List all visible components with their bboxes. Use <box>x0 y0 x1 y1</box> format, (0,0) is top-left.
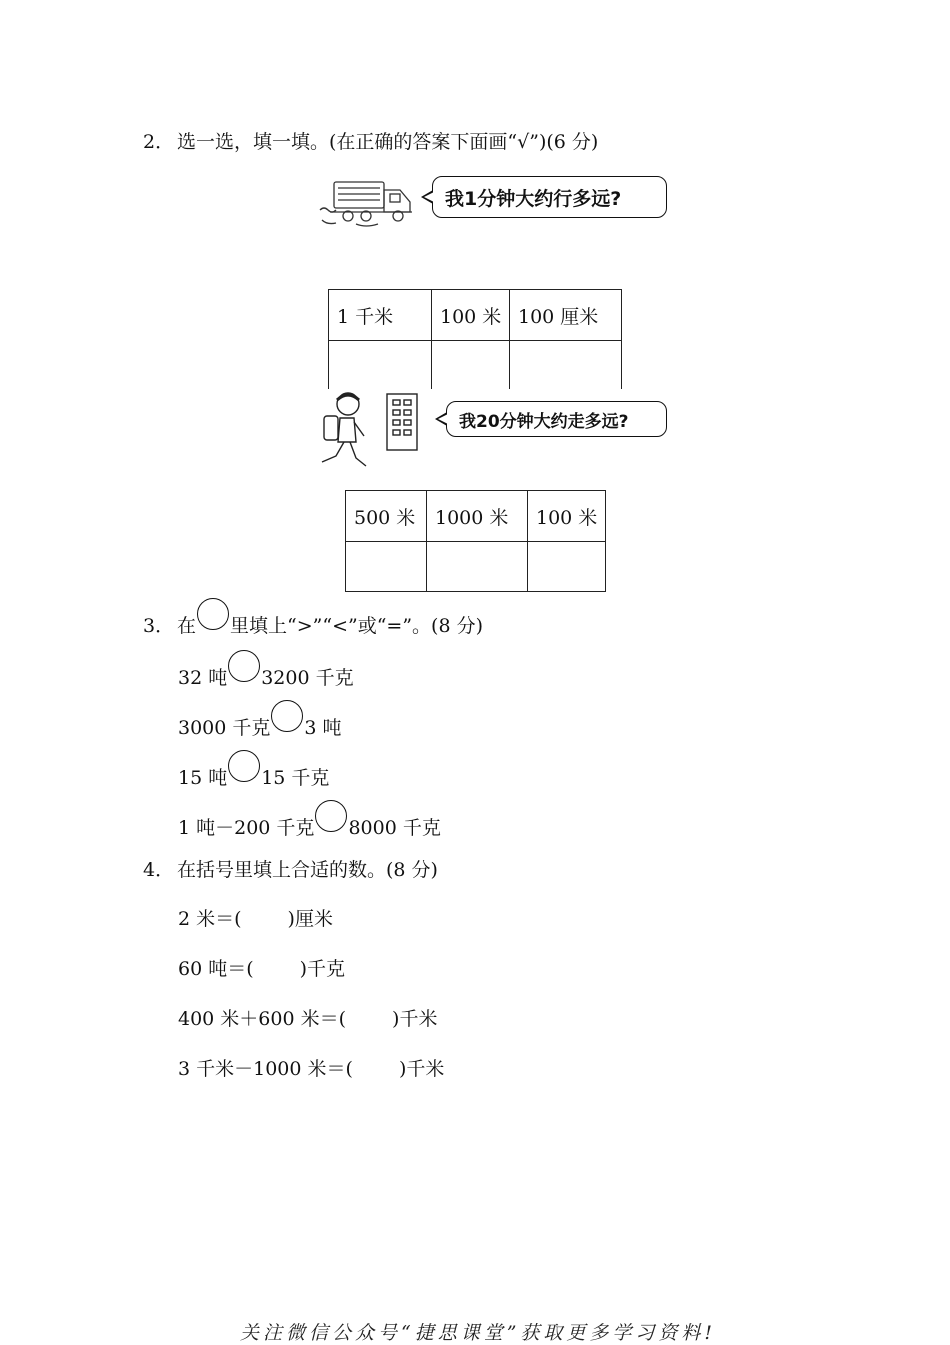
table-cell-option: 100 米 <box>528 491 606 542</box>
question-3-title: 3． 在 里填上“>”“<”或“=”。(8 分) <box>143 608 483 640</box>
question-2-title: 2． 选一选，填一填。(在正确的答案下面画“√”)(6 分) <box>143 131 599 153</box>
fill-blank-item: 400 米＋600 米＝( )千米 <box>178 1008 438 1030</box>
table-cell-option: 100 厘米 <box>510 290 622 341</box>
walker-speech-bubble: 我20分钟大约走多远? <box>446 401 667 437</box>
fill-blank-item: 2 米＝( )厘米 <box>178 908 333 930</box>
bubble-tail-inner <box>424 192 434 202</box>
compare-circle[interactable] <box>271 700 303 732</box>
truck-speech-bubble: 我1分钟大约行多远? <box>432 176 667 218</box>
compare-item: 1 吨－200 千克 8000 千克 <box>178 810 441 842</box>
table-cell-option: 1000 米 <box>427 491 528 542</box>
table-cell-answer[interactable] <box>427 542 528 592</box>
compare-circle[interactable] <box>228 750 260 782</box>
fill-blank-item: 60 吨＝( )千克 <box>178 958 346 980</box>
compare-item: 32 吨 3200 千克 <box>178 660 354 692</box>
table-cell-answer[interactable] <box>346 542 427 592</box>
circle-icon <box>197 598 229 630</box>
compare-item: 3000 千克 3 吨 <box>178 710 342 742</box>
compare-circle[interactable] <box>315 800 347 832</box>
footer-note: 关注微信公众号“捷思课堂”获取更多学习资料! <box>240 1322 717 1344</box>
question-4-title: 4． 在括号里填上合适的数。(8 分) <box>143 859 438 881</box>
compare-circle[interactable] <box>228 650 260 682</box>
answer-table-truck <box>328 289 622 389</box>
building-icon <box>383 392 427 452</box>
table-cell-answer[interactable] <box>510 341 622 389</box>
table-cell-answer[interactable] <box>528 542 606 592</box>
table-cell-option: 1 千米 <box>329 290 432 341</box>
bubble-tail-inner <box>438 414 448 424</box>
table-cell-answer[interactable] <box>329 341 432 389</box>
fill-blank-item: 3 千米－1000 米＝( )千米 <box>178 1058 445 1080</box>
answer-table-walker <box>345 490 606 592</box>
walking-child-icon <box>314 390 374 476</box>
table-cell-option: 500 米 <box>346 491 427 542</box>
table-cell-answer[interactable] <box>432 341 510 389</box>
compare-item: 15 吨 15 千克 <box>178 760 329 792</box>
table-cell-option: 100 米 <box>432 290 510 341</box>
truck-icon <box>316 176 416 228</box>
